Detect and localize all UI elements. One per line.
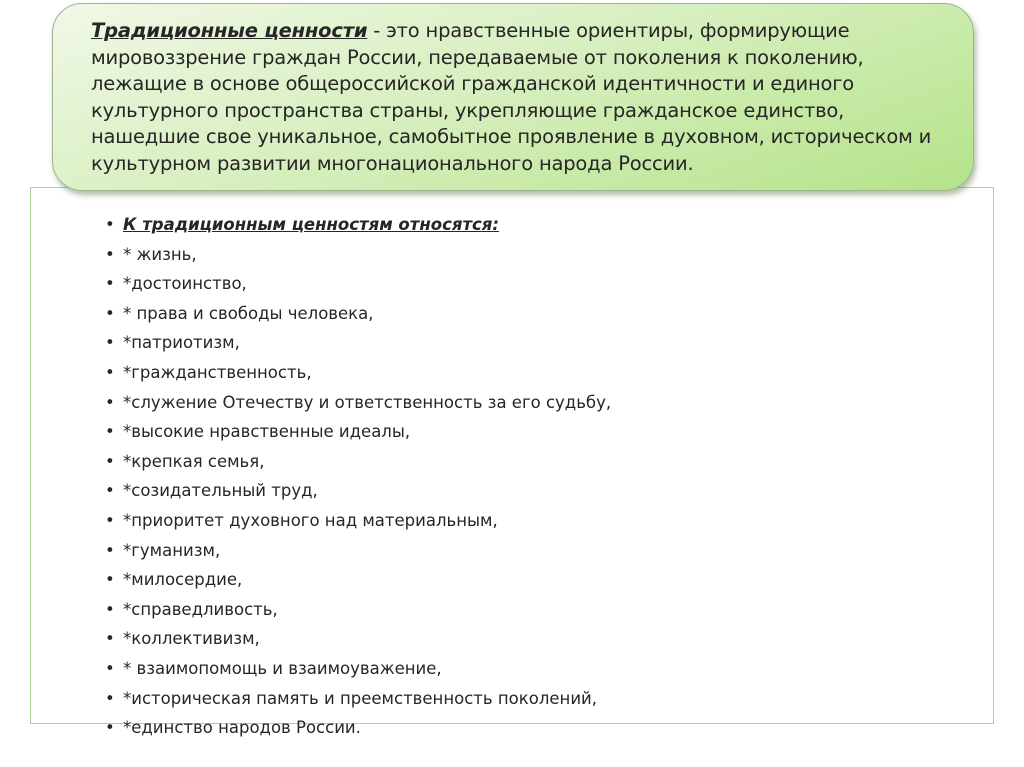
list-item [105,713,611,743]
list-item [105,506,611,536]
list-item [105,240,611,270]
list-item [105,299,611,329]
definition-line: лежащие в основе общероссийской гражданской идентичности и единого [91,72,855,95]
definition-text [91,18,931,177]
list-item-text: * жизнь, [123,244,197,264]
definition-line: мировоззрение граждан России, передаваемые от поколения к поколению, [91,45,864,69]
list-item-text: *патриотизм, [123,333,240,353]
bullet-icon: • [105,422,115,442]
bullet-icon: • [105,451,115,471]
definition-box [52,3,974,191]
list-item-text: *приоритет духовного над материальным, [123,510,498,530]
definition-line-text: - это нравственные ориентиры, формирующие [367,19,850,42]
bullet-icon: • [105,333,115,353]
list-heading [105,210,611,240]
list-item-text: *историческая память и преемственность поколений, [123,688,598,708]
list-item [105,388,611,418]
list-item-text: *коллективизм, [123,629,260,649]
list-heading-text: К традиционным ценностям относятся: [123,215,499,234]
list-item-text: * взаимопомощь и взаимоуважение, [123,658,442,678]
bullet-icon: • [105,599,115,619]
bullet-icon: • [105,658,115,678]
definition-line [91,18,931,45]
list-item [105,358,611,388]
list-item [105,328,611,358]
definition-line: нашедшие свое уникальное, самобытное проявление в духовном, историческом и [91,125,932,148]
list-item-text: *служение Отечеству и ответственность за его судьбу, [123,392,612,412]
bullet-icon: • [105,362,115,382]
list-item-text: *гуманизм, [123,540,221,560]
definition-term: Традиционные ценности [91,19,368,42]
bullet-icon: • [105,540,115,560]
list-item [105,447,611,477]
list-item [105,536,611,566]
bullet-icon: • [105,303,115,323]
list-item-text: *справедливость, [123,599,278,619]
bullet-icon: • [105,718,115,738]
list-item-text: *достоинство, [123,274,247,294]
definition-line: культурном развитии многонационального народа России. [91,151,694,175]
bullet-icon: • [105,392,115,412]
bullet-icon: • [105,629,115,649]
list-item-text: *единство народов России. [123,718,361,738]
bullet-icon: • [105,215,115,234]
list-item-text: *гражданственность, [123,362,312,382]
bullet-icon: • [105,510,115,530]
bullet-icon: • [105,481,115,501]
values-list [105,210,611,743]
list-item [105,654,611,684]
list-item-text: *высокие нравственные идеалы, [123,422,411,442]
list-item [105,565,611,595]
list-item [105,684,611,714]
bullet-icon: • [105,688,115,708]
list-item-text: *созидательный труд, [123,481,318,501]
list-item [105,624,611,654]
list-item [105,417,611,447]
list-item [105,269,611,299]
list-item [105,476,611,506]
list-item-text: *милосердие, [123,570,243,590]
values-list-box [30,187,994,738]
bullet-icon: • [105,570,115,590]
list-item-text: *крепкая семья, [123,451,265,471]
definition-line: культурного пространства страны, укрепляющие гражданское единство, [91,98,845,122]
bullet-icon: • [105,274,115,294]
list-item-text: * права и свободы человека, [123,303,374,323]
bullet-icon: • [105,244,115,264]
list-item [105,595,611,625]
